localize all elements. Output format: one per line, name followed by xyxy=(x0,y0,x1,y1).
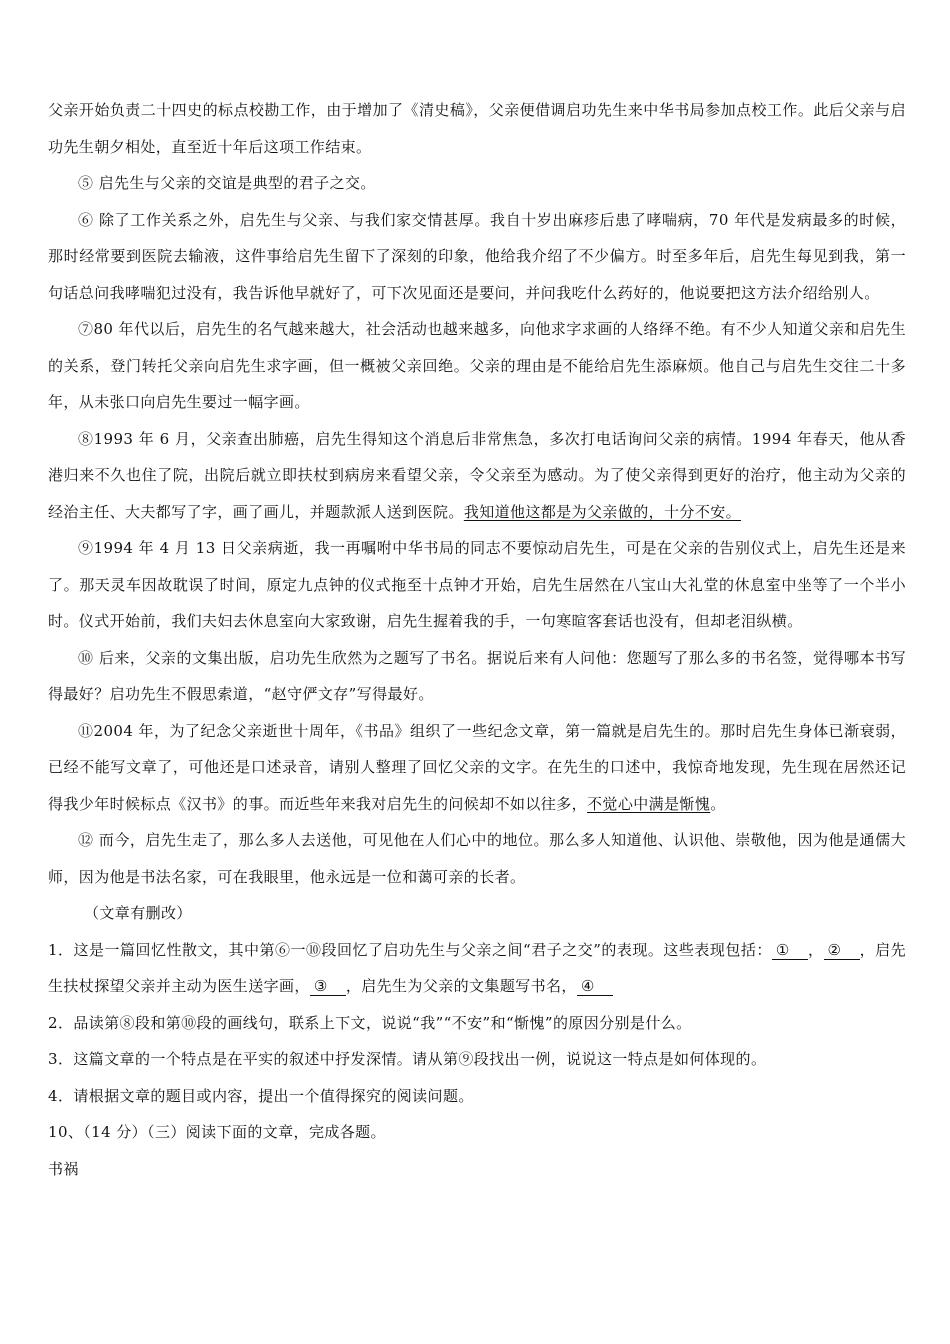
paragraph-intro: 父亲开始负责二十四史的标点校勘工作，由于增加了《清史稿》，父亲便借调启功先生来中华书局参加点校工作。此后父亲与启功先生朝夕相处，直至近十年后这项工作结束。 xyxy=(48,101,906,156)
question-1 xyxy=(48,932,906,1005)
paragraph-11-text: ⑪2004 年，为了纪念父亲逝世十周年，《书品》组织了一些纪念文章，第一篇就是启先生的。那时启先生身体已渐衰弱，已经不能写文章了，可他还是口述录音，请别人整理了回忆父亲的文字。在先生的口述中，我惊奇地发现，先生现在居然还记得我少年时候标点《汉书》的事。而近些年来我对启先生的问候却不如以往多， xyxy=(48,721,906,813)
question-1-separator-2: ，启先生扶杖探望父亲并主动为医生送字画， xyxy=(48,940,907,995)
answer-blank-3[interactable]: ③ xyxy=(310,977,346,996)
paragraph-8 xyxy=(48,421,906,531)
paragraph-11-underlined-sentence: 不觉心中满是惭愧 xyxy=(587,794,711,813)
paragraph-11 xyxy=(48,713,906,823)
question-2: 2．品读第⑧段和第⑩段的画线句，联系上下文，说说“我”“不安”和“惭愧”的原因分别是什么。 xyxy=(48,1013,692,1032)
next-article-title: 书祸 xyxy=(48,1159,79,1178)
answer-blank-4[interactable]: ④ xyxy=(577,977,613,996)
paragraph-12: ⑫ 而今，启先生走了，那么多人去送他，可见他在人们心中的地位。那么多人知道他、认识他、崇敬他，因为他是通儒大师，因为他是书法名家，可在我眼里，他永远是一位和蔼可亲的长者。 xyxy=(48,831,906,886)
question-1-prompt: 1．这是一篇回忆性散文，其中第⑥一⑩段回忆了启功先生与父亲之间“君子之交”的表现。这些表现包括： xyxy=(48,940,772,959)
paragraph-5: ⑤ 启先生与父亲的交谊是典型的君子之交。 xyxy=(78,174,376,192)
answer-blank-2[interactable]: ② xyxy=(824,941,860,960)
question-1-separator-1: ， xyxy=(807,940,824,959)
article-body xyxy=(48,92,906,1187)
question-4: 4．请根据文章的题目或内容，提出一个值得探究的阅读问题。 xyxy=(48,1086,474,1105)
paragraph-8-text: ⑧1993 年 6 月，父亲查出肺癌，启先生得知这个消息后非常焦急，多次打电话询问父亲的病情。1994 年春天，他从香港归来不久也住了院，出院后就立即扶杖到病房来看望父亲，令父亲至为感动。为了使父亲得到更好的治疗，他主动为父亲的经治主任、大夫都写了字，画了画儿，并题款派人送到医院。 xyxy=(48,429,906,521)
paragraph-10: ⑩ 后来，父亲的文集出版，启功先生欣然为之题写了书名。据说后来有人问他：您题写了那么多的书名签，觉得哪本书写得最好？启功先生不假思索道，“赵守俨文存”写得最好。 xyxy=(48,648,906,703)
paragraph-9: ⑨1994 年 4 月 13 日父亲病逝，我一再嘱咐中华书局的同志不要惊动启先生，可是在父亲的告别仪式上，启先生还是来了。那天灵车因故耽误了时间，原定九点钟的仪式拖至十点钟才开始，启先生居然在八宝山大礼堂的休息室中坐等了一个半小时。仪式开始前，我们夫妇去休息室向大家致谢，启先生握着我的手，一句寒暄客套话也没有，但却老泪纵横。 xyxy=(48,539,906,630)
paragraph-8-underlined-sentence: 我知道他这都是为父亲做的，十分不安。 xyxy=(463,502,742,521)
paragraph-7: ⑦80 年代以后，启先生的名气越来越大，社会活动也越来越多，向他求字求画的人络绎不绝。有不少人知道父亲和启先生的关系，登门转托父亲向启先生求字画，但一概被父亲回绝。父亲的理由是不能给启先生添麻烦。他自己与启先生交往二十多年，从未张口向启先生要过一幅字画。 xyxy=(48,320,906,411)
section-heading: 10、（14 分）（三）阅读下面的文章，完成各题。 xyxy=(48,1123,386,1141)
paragraph-6: ⑥ 除了工作关系之外，启先生与父亲、与我们家交情甚厚。我自十岁出麻疹后患了哮喘病，70 年代是发病最多的时候，那时经常要到医院去输液，这件事给启先生留下了深刻的印象，他给我介绍了不少偏方。时至多年后，启先生每见到我，第一句话总问我哮喘犯过没有，我告诉他早就好了，可下次见面还是要问，并问我吃什么药好的，他说要把这方法介绍给别人。 xyxy=(48,210,906,302)
answer-blank-1[interactable]: ① xyxy=(772,941,808,960)
source-note: （文章有删改） xyxy=(84,904,192,922)
question-1-separator-3: ，启先生为父亲的文集题写书名， xyxy=(345,977,577,995)
question-3: 3．这篇文章的一个特点是在平实的叙述中抒发深情。请从第⑨段找出一例，说说这一特点是如何体现的。 xyxy=(48,1050,767,1068)
paragraph-11-end: 。 xyxy=(710,794,726,813)
